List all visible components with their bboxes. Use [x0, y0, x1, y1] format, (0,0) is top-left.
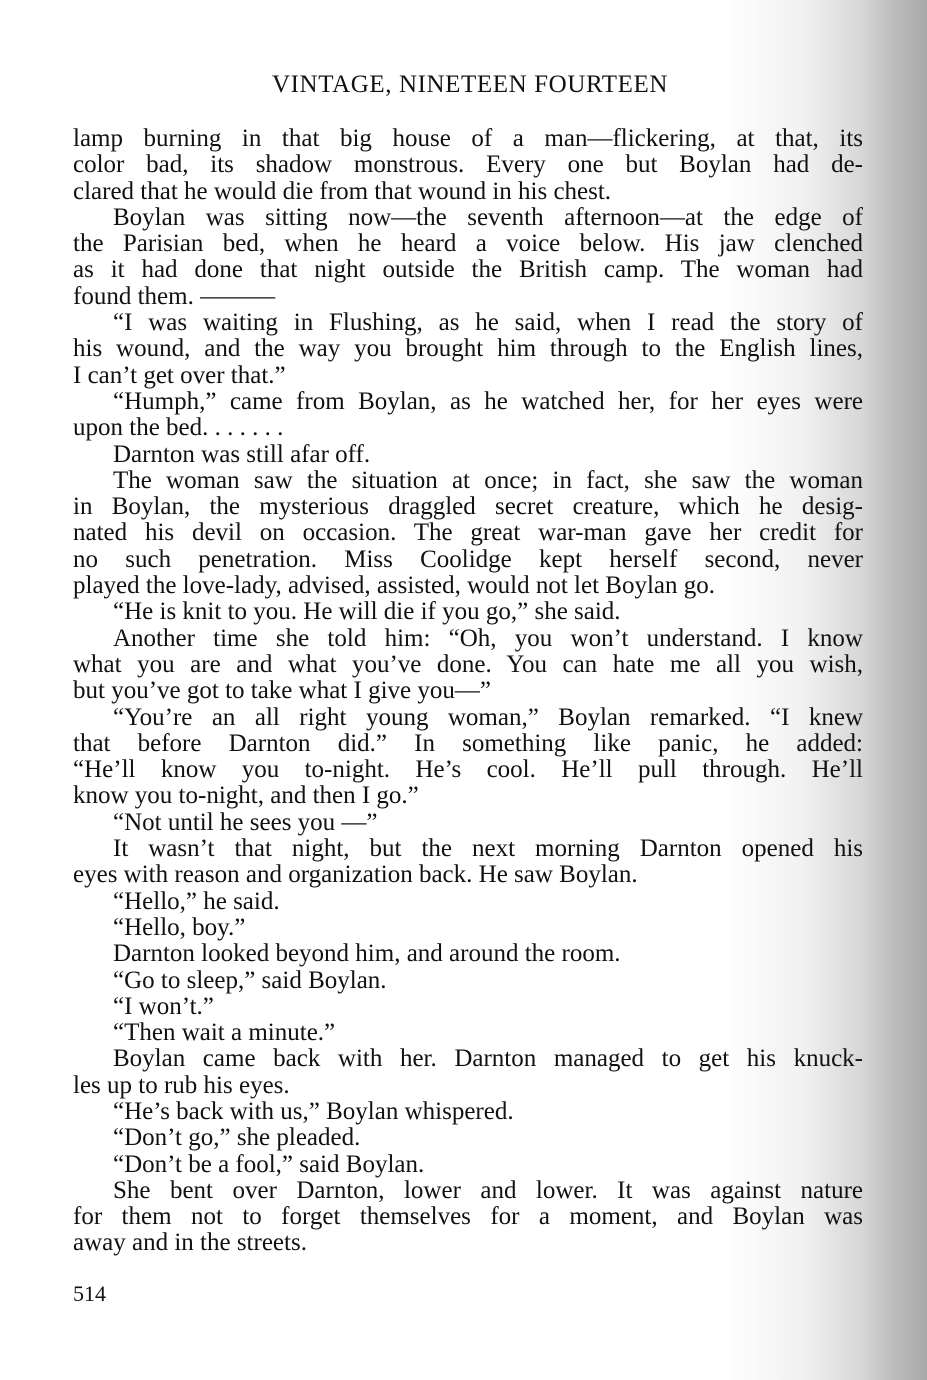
- text-line: I can’t get over that.”: [73, 361, 286, 389]
- text-line: eyes with reason and organization back. He saw Boylan.: [73, 861, 638, 889]
- text-line: nated his devil on occasion. The great war-man gave her credit for: [73, 519, 863, 547]
- text-line: “Then wait a minute.”: [113, 1019, 336, 1047]
- text-line: Darnton was still afar off.: [113, 440, 371, 468]
- text-line: “He is knit to you. He will die if you go,” she said.: [113, 598, 621, 626]
- body-text: [73, 126, 863, 1257]
- text-line: that before Darnton did.” In something like panic, he added:: [73, 729, 863, 757]
- text-line: clared that he would die from that wound in his chest.: [73, 177, 612, 205]
- text-line: “Humph,” came from Boylan, as he watched her, for her eyes were: [113, 387, 863, 415]
- text-line: Darnton looked beyond him, and around the room.: [113, 940, 621, 968]
- text-line: “I was waiting in Flushing, as he said, when I read the story of: [113, 309, 863, 337]
- text-line: as it had done that night outside the British camp. The woman had: [73, 256, 863, 284]
- text-line: “I won’t.”: [113, 992, 214, 1020]
- running-header: VINTAGE, NINETEEN FOURTEEN: [271, 71, 669, 98]
- text-line: The woman saw the situation at once; in fact, she saw the woman: [113, 466, 863, 494]
- text-line: upon the bed. . . . . . .: [73, 414, 284, 442]
- text-line: “Don’t be a fool,” said Boylan.: [113, 1150, 425, 1178]
- text-line: les up to rub his eyes.: [73, 1071, 290, 1099]
- text-line: It wasn’t that night, but the next morning Darnton opened his: [113, 835, 863, 863]
- text-line: in Boylan, the mysterious draggled secret creature, which he desig-: [73, 493, 863, 521]
- text-line: Another time she told him: “Oh, you won’t understand. I know: [113, 624, 863, 652]
- text-line: “Go to sleep,” said Boylan.: [113, 966, 387, 994]
- text-line: “Hello,” he said.: [113, 887, 280, 915]
- text-line: Boylan was sitting now—the seventh afternoon—at the edge of: [113, 203, 863, 231]
- text-line: “He’ll know you to-night. He’s cool. He’ll pull through. He’ll: [73, 756, 863, 784]
- text-line: She bent over Darnton, lower and lower. It was against nature: [113, 1176, 863, 1204]
- text-line: no such penetration. Miss Coolidge kept herself second, never: [73, 545, 863, 573]
- text-line: color bad, its shadow monstrous. Every one but Boylan had de-: [73, 151, 863, 179]
- text-line: lamp burning in that big house of a man—flickering, at that, its: [73, 125, 863, 152]
- page-number: 514: [73, 1281, 106, 1306]
- text-line: “Hello, boy.”: [113, 913, 246, 941]
- text-line: away and in the streets.: [73, 1229, 307, 1257]
- text-line: “Not until he sees you —”: [113, 808, 378, 836]
- text-line: but you’ve got to take what I give you—”: [73, 677, 491, 705]
- text-line: played the love-lady, advised, assisted, would not let Boylan go.: [73, 572, 716, 600]
- text-line: know you to-night, and then I go.”: [73, 782, 419, 810]
- text-line: what you are and what you’ve done. You can hate me all you wish,: [73, 650, 863, 678]
- text-line: “Don’t go,” she pleaded.: [113, 1124, 361, 1152]
- text-line: Boylan came back with her. Darnton managed to get his knuck-: [113, 1045, 863, 1073]
- text-line: for them not to forget themselves for a moment, and Boylan was: [73, 1203, 863, 1231]
- text-line: the Parisian bed, when he heard a voice below. His jaw clenched: [73, 230, 863, 258]
- text-line: “He’s back with us,” Boylan whispered.: [113, 1097, 514, 1125]
- text-line: “You’re an all right young woman,” Boylan remarked. “I knew: [113, 703, 863, 731]
- text-line: found them. ———: [73, 282, 276, 310]
- text-line: his wound, and the way you brought him through to the English lines,: [73, 335, 863, 363]
